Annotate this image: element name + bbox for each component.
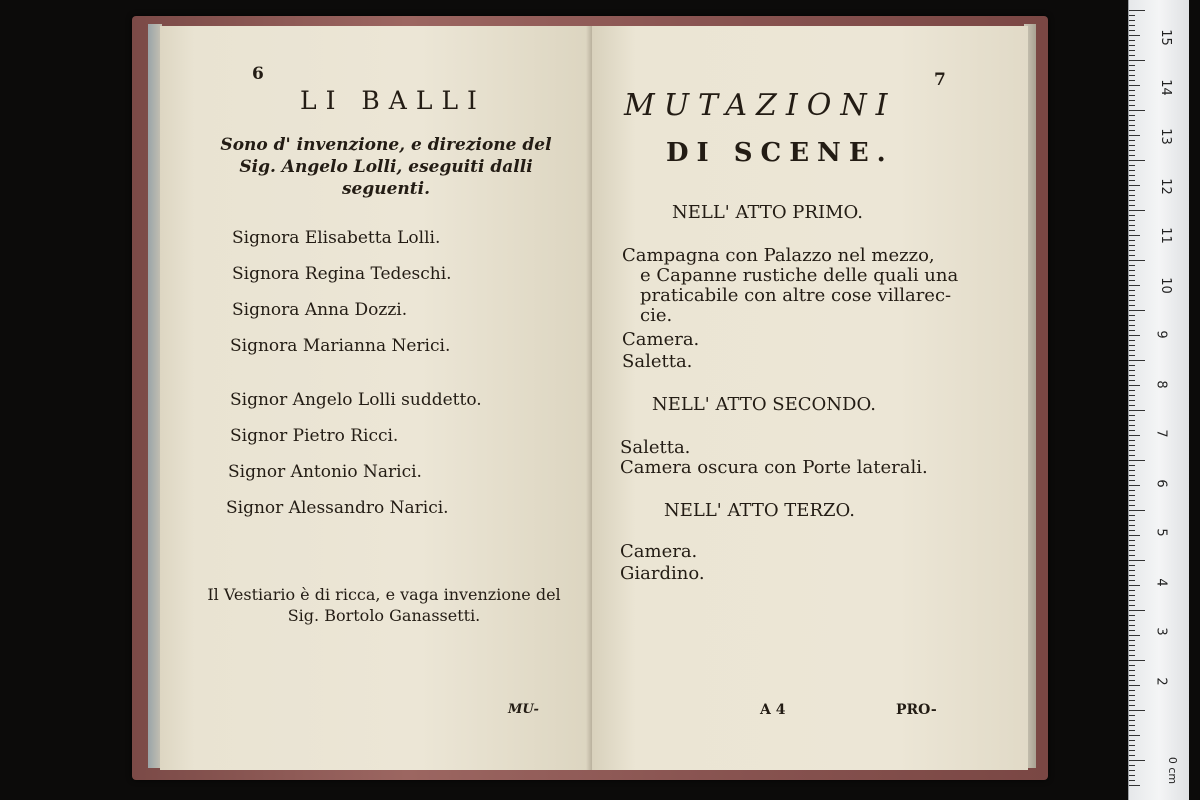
- ruler-tick: [1129, 570, 1135, 571]
- ruler-tick: [1129, 170, 1135, 171]
- ruler-tick: [1129, 605, 1135, 606]
- ruler-tick: [1129, 230, 1135, 231]
- ruler-number: 7: [1153, 429, 1169, 438]
- dancer-item: Signora Marianna Nerici.: [230, 336, 451, 356]
- ruler-tick: [1129, 710, 1145, 711]
- ruler-number: 4: [1153, 577, 1169, 587]
- ruler-tick: [1129, 740, 1135, 741]
- scene-item: Camera.: [620, 541, 698, 562]
- ruler-tick: [1129, 345, 1135, 346]
- ruler-tick: [1129, 550, 1135, 551]
- dancer-item: Signor Antonio Narici.: [228, 462, 422, 482]
- ruler-tick: [1129, 235, 1140, 236]
- ruler-tick: [1129, 460, 1145, 461]
- ruler-tick: [1129, 445, 1135, 446]
- ruler-tick: [1129, 600, 1135, 601]
- ruler-tick: [1129, 645, 1135, 646]
- ruler-tick: [1129, 595, 1135, 596]
- ruler-tick: [1129, 180, 1135, 181]
- ruler-tick: [1129, 175, 1135, 176]
- ruler-tick: [1129, 415, 1135, 416]
- ruler-tick: [1129, 565, 1135, 566]
- ruler-tick: [1129, 120, 1135, 121]
- ruler-tick: [1129, 455, 1135, 456]
- right-page: [592, 26, 1028, 770]
- ruler-tick: [1129, 540, 1135, 541]
- ruler-tick: [1129, 80, 1135, 81]
- ruler-tick: [1129, 505, 1135, 506]
- ruler-tick: [1129, 490, 1135, 491]
- ruler-tick: [1129, 425, 1135, 426]
- ruler-number: 8: [1153, 379, 1169, 389]
- ruler-tick: [1129, 195, 1135, 196]
- ruler-tick: [1129, 475, 1135, 476]
- ruler-tick: [1129, 635, 1140, 636]
- ruler-tick: [1129, 75, 1135, 76]
- page-number-left: 6: [252, 64, 264, 84]
- ruler-tick: [1129, 510, 1145, 511]
- dancer-item: Signora Anna Dozzi.: [232, 300, 408, 320]
- ruler-tick: [1129, 70, 1135, 71]
- dancer-item: Signor Pietro Ricci.: [230, 426, 399, 446]
- ruler-tick: [1129, 615, 1135, 616]
- ruler-number: 11: [1157, 227, 1173, 244]
- scene-item: Camera.: [622, 329, 700, 350]
- ruler-number: 6: [1153, 478, 1169, 488]
- dancer-item: Signor Angelo Lolli suddetto.: [230, 390, 482, 410]
- ruler-tick: [1129, 765, 1135, 766]
- ruler-tick: [1129, 330, 1135, 331]
- ruler-tick: [1129, 405, 1135, 406]
- balli-title: LI BALLI: [300, 86, 486, 115]
- mutazioni-title: MUTAZIONI: [624, 88, 897, 123]
- catchword-right: PRO-: [896, 702, 937, 718]
- ruler-tick: [1129, 480, 1135, 481]
- ruler-tick: [1129, 580, 1135, 581]
- ruler-tick: [1129, 265, 1135, 266]
- ruler-tick: [1129, 365, 1135, 366]
- ruler-tick: [1129, 485, 1140, 486]
- ruler-tick: [1129, 700, 1135, 701]
- ruler-tick: [1129, 555, 1135, 556]
- ruler-tick: [1129, 395, 1135, 396]
- ruler-tick: [1129, 725, 1135, 726]
- ruler-tick: [1129, 260, 1145, 261]
- ruler-tick: [1129, 40, 1135, 41]
- ruler-tick: [1129, 745, 1135, 746]
- ruler-number: 9: [1153, 330, 1169, 339]
- ruler-tick: [1129, 685, 1140, 686]
- ruler-tick: [1129, 465, 1135, 466]
- ruler-tick: [1129, 705, 1135, 706]
- ruler-number: 3: [1153, 627, 1169, 636]
- scene-item: praticabile con altre cose villarec-: [640, 285, 952, 306]
- ruler-tick: [1129, 275, 1135, 276]
- ruler-tick: [1129, 585, 1140, 586]
- ruler-tick: [1129, 730, 1135, 731]
- ruler-tick: [1129, 150, 1135, 151]
- ruler-tick: [1129, 545, 1135, 546]
- ruler-tick: [1129, 140, 1135, 141]
- ruler-tick: [1129, 30, 1135, 31]
- ruler-tick: [1129, 225, 1135, 226]
- ruler-tick: [1129, 335, 1140, 336]
- ruler-tick: [1129, 655, 1135, 656]
- costume-note: Il Vestiario è di ricca, e vaga invenzione del Sig. Bortolo Ganassetti.: [207, 585, 561, 625]
- ruler-tick: [1129, 350, 1135, 351]
- ruler-tick: [1129, 665, 1135, 666]
- ruler-tick: [1129, 515, 1135, 516]
- ruler-tick: [1129, 470, 1135, 471]
- ruler-tick: [1129, 535, 1140, 536]
- page-number-right: 7: [934, 70, 946, 90]
- measuring-ruler: [1128, 0, 1189, 800]
- ruler-tick: [1129, 750, 1135, 751]
- ruler-tick: [1129, 450, 1135, 451]
- dancer-item: Signor Alessandro Narici.: [226, 498, 449, 518]
- ruler-tick: [1129, 400, 1135, 401]
- ruler-tick: [1129, 650, 1135, 651]
- ruler-tick: [1129, 300, 1135, 301]
- ruler-tick: [1129, 620, 1135, 621]
- ruler-tick: [1129, 390, 1135, 391]
- ruler-tick: [1129, 735, 1140, 736]
- dancer-item: Signora Regina Tedeschi.: [232, 264, 452, 284]
- ruler-number: 13: [1157, 128, 1173, 145]
- ruler-tick: [1129, 360, 1145, 361]
- ruler-tick: [1129, 325, 1135, 326]
- ruler-tick: [1129, 680, 1135, 681]
- ruler-tick: [1129, 785, 1140, 786]
- ruler-tick: [1129, 625, 1135, 626]
- ruler-tick: [1129, 610, 1145, 611]
- ruler-tick: [1129, 130, 1135, 131]
- ruler-tick: [1129, 215, 1135, 216]
- ruler-tick: [1129, 145, 1135, 146]
- ruler-tick: [1129, 355, 1135, 356]
- ruler-number: 10: [1157, 276, 1173, 294]
- scene-item: Campagna con Palazzo nel mezzo,: [622, 245, 935, 266]
- ruler-number: 2: [1153, 676, 1169, 686]
- ruler-tick: [1129, 370, 1135, 371]
- scene-item: Giardino.: [620, 563, 705, 584]
- ruler-number: 14: [1157, 78, 1173, 96]
- ruler-tick: [1129, 720, 1135, 721]
- ruler-tick: [1129, 760, 1145, 761]
- act-heading-3: NELL' ATTO TERZO.: [664, 500, 855, 521]
- ruler-tick: [1129, 525, 1135, 526]
- catchword-left: MU-: [508, 702, 539, 717]
- ruler-tick: [1129, 190, 1135, 191]
- ruler-tick: [1129, 420, 1135, 421]
- ruler-tick: [1129, 10, 1145, 11]
- act-heading-1: NELL' ATTO PRIMO.: [672, 202, 863, 223]
- ruler-tick: [1129, 255, 1135, 256]
- ruler-tick: [1129, 675, 1135, 676]
- ruler-tick: [1129, 55, 1135, 56]
- ruler-tick: [1129, 295, 1135, 296]
- ruler-tick: [1129, 660, 1145, 661]
- signature-mark: A 4: [760, 702, 786, 718]
- ruler-tick: [1129, 270, 1135, 271]
- ruler-tick: [1129, 90, 1135, 91]
- ruler-tick: [1129, 440, 1135, 441]
- scene-item: Saletta.: [622, 351, 693, 372]
- ruler-tick: [1129, 160, 1145, 161]
- ruler-number: 12: [1157, 177, 1173, 195]
- ruler-tick: [1129, 315, 1135, 316]
- ruler-tick: [1129, 340, 1135, 341]
- ruler-tick: [1129, 495, 1135, 496]
- ruler-tick: [1129, 755, 1135, 756]
- scene-item: e Capanne rustiche delle quali una: [640, 265, 959, 286]
- scene-title: DI SCENE.: [666, 138, 894, 168]
- ruler-tick: [1129, 25, 1135, 26]
- ruler-tick: [1129, 310, 1145, 311]
- ruler-tick: [1129, 105, 1135, 106]
- ruler-tick: [1129, 60, 1145, 61]
- ruler-tick: [1129, 240, 1135, 241]
- ruler-tick: [1129, 305, 1135, 306]
- ruler-tick: [1129, 690, 1135, 691]
- scene-item: cie.: [640, 305, 673, 326]
- dancer-item: Signora Elisabetta Lolli.: [232, 228, 441, 248]
- ruler-tick: [1129, 290, 1135, 291]
- ruler-tick: [1129, 385, 1140, 386]
- ruler-tick: [1129, 65, 1135, 66]
- ruler-tick: [1129, 210, 1145, 211]
- ruler-tick: [1129, 110, 1145, 111]
- ruler-tick: [1129, 250, 1135, 251]
- ruler-tick: [1129, 95, 1135, 96]
- ruler-tick: [1129, 575, 1135, 576]
- ruler-tick: [1129, 115, 1135, 116]
- ruler-tick: [1129, 590, 1135, 591]
- ruler-tick: [1129, 430, 1135, 431]
- ruler-number: 15: [1157, 29, 1173, 46]
- ruler-tick: [1129, 245, 1135, 246]
- ruler-tick: [1129, 15, 1135, 16]
- ruler-tick: [1129, 670, 1135, 671]
- scene-item: Saletta.: [620, 437, 691, 458]
- ruler-tick: [1129, 630, 1135, 631]
- ruler-tick: [1129, 155, 1135, 156]
- ruler-tick: [1129, 780, 1135, 781]
- ruler-tick: [1129, 715, 1135, 716]
- left-page: [160, 26, 592, 770]
- ruler-tick: [1129, 770, 1135, 771]
- ruler-tick: [1129, 205, 1135, 206]
- ruler-tick: [1129, 125, 1135, 126]
- ruler-tick: [1129, 775, 1135, 776]
- ruler-tick: [1129, 285, 1140, 286]
- ruler-tick: [1129, 35, 1140, 36]
- balli-subtitle: Sono d' invenzione, e direzione del Sig. Angelo Lolli, eseguiti dalli seguenti.: [220, 135, 552, 199]
- ruler-tick: [1129, 500, 1135, 501]
- ruler-tick: [1129, 185, 1140, 186]
- ruler-tick: [1129, 640, 1135, 641]
- ruler-tick: [1129, 410, 1145, 411]
- ruler-tick: [1129, 695, 1135, 696]
- ruler-tick: [1129, 530, 1135, 531]
- ruler-tick: [1129, 165, 1135, 166]
- ruler-tick: [1129, 560, 1145, 561]
- ruler-tick: [1129, 280, 1135, 281]
- ruler-tick: [1129, 320, 1135, 321]
- ruler-tick: [1129, 85, 1140, 86]
- ruler-tick: [1129, 100, 1135, 101]
- ruler-tick: [1129, 375, 1135, 376]
- ruler-tick: [1129, 435, 1140, 436]
- act-heading-2: NELL' ATTO SECONDO.: [652, 394, 876, 415]
- ruler-number: 5: [1153, 528, 1169, 537]
- ruler-tick: [1129, 50, 1135, 51]
- ruler-tick: [1129, 20, 1135, 21]
- ruler-unit-label: 0 cm: [1166, 756, 1180, 785]
- ruler-tick: [1129, 520, 1135, 521]
- ruler-tick: [1129, 380, 1135, 381]
- ruler-tick: [1129, 200, 1135, 201]
- ruler-tick: [1129, 45, 1135, 46]
- ruler-tick: [1129, 135, 1140, 136]
- scene-item: Camera oscura con Porte laterali.: [620, 457, 928, 478]
- ruler-tick: [1129, 220, 1135, 221]
